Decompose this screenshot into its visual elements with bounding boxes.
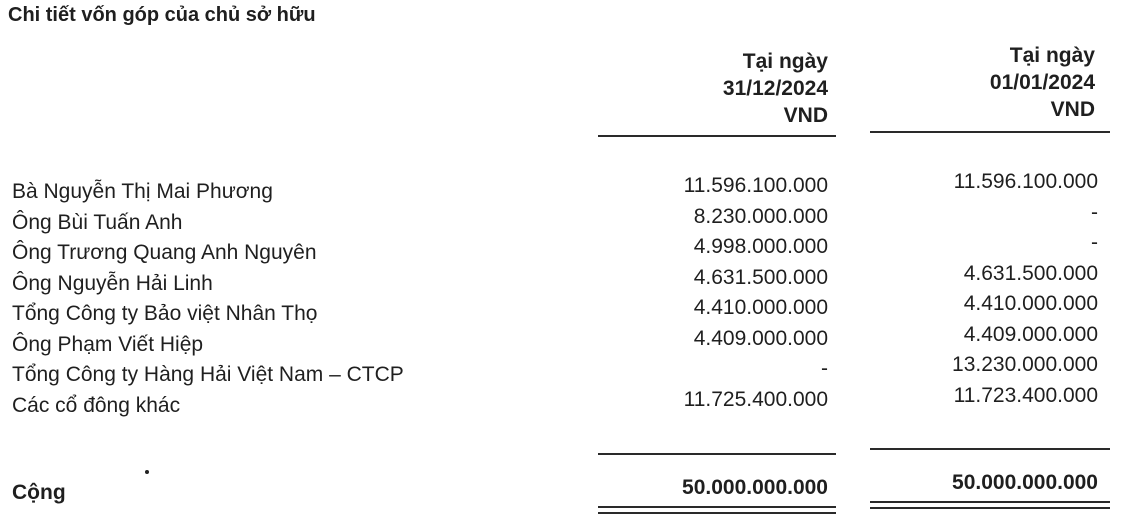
value-2024-01-01: 4.409.000.000 <box>963 322 1098 346</box>
total-double-underline <box>870 507 1110 509</box>
value-2024-12-31: 4.631.500.000 <box>693 265 828 289</box>
header-underline <box>870 131 1110 133</box>
total-double-underline <box>870 501 1110 503</box>
table-row <box>0 322 1129 356</box>
owner-name: Bà Nguyễn Thị Mai Phương <box>12 180 273 203</box>
value-2024-12-31: 11.725.400.000 <box>683 387 828 411</box>
value-2024-12-31: 4.409.000.000 <box>693 326 828 350</box>
column-header-2024-12-31 <box>590 48 828 129</box>
value-2024-12-31: 8.230.000.000 <box>693 204 828 228</box>
total-double-underline <box>598 506 836 508</box>
value-2024-01-01: 11.723.400.000 <box>953 383 1098 407</box>
table-row <box>0 294 1129 325</box>
total-2024-01-01: 50.000.000.000 <box>952 471 1098 494</box>
scan-speck <box>145 470 149 474</box>
column-header-unit: VND <box>783 104 828 127</box>
value-2024-12-31: - <box>821 357 828 380</box>
owner-name: Các cổ đông khác <box>12 393 181 417</box>
owner-name: Tổng Công ty Bảo việt Nhân Thọ <box>12 302 318 325</box>
value-2024-12-31: 4.410.000.000 <box>693 296 828 319</box>
total-label: Cộng <box>12 481 66 504</box>
owner-name: Ông Nguyễn Hải Linh <box>12 271 213 295</box>
value-2024-12-31: 4.998.000.000 <box>693 235 828 258</box>
owner-name: Ông Bùi Tuấn Anh <box>12 210 183 234</box>
column-header-line1: Tại ngày <box>1009 44 1095 67</box>
value-2024-01-01: 4.410.000.000 <box>963 292 1098 315</box>
table-row <box>0 233 1129 264</box>
subtotal-rule <box>870 448 1110 450</box>
table-row <box>0 261 1129 295</box>
value-2024-01-01: 11.596.100.000 <box>953 170 1098 193</box>
value-2024-01-01: - <box>1091 200 1098 224</box>
total-2024-12-31: 50.000.000.000 <box>682 476 828 499</box>
column-header-unit: VND <box>1050 98 1095 121</box>
table-row <box>0 383 1129 417</box>
page-title: Chi tiết vốn góp của chủ sở hữu <box>8 4 316 26</box>
column-header-date: 31/12/2024 <box>722 77 828 100</box>
column-header-2024-01-01 <box>860 42 1095 123</box>
owner-name: Ông Trương Quang Anh Nguyên <box>12 241 317 264</box>
value-2024-01-01: 13.230.000.000 <box>952 353 1098 376</box>
value-2024-12-31: 11.596.100.000 <box>683 174 828 197</box>
table-row <box>0 200 1129 234</box>
table-row <box>0 172 1129 203</box>
value-2024-01-01: - <box>1091 231 1098 254</box>
column-header-date: 01/01/2024 <box>989 71 1095 94</box>
owner-name: Tổng Công ty Hàng Hải Việt Nam – CTCP <box>12 363 404 386</box>
header-underline <box>598 135 836 137</box>
table-row <box>0 355 1129 386</box>
subtotal-rule <box>598 453 836 455</box>
owner-contribution-table <box>0 172 1129 416</box>
column-header-line1: Tại ngày <box>742 50 828 73</box>
owner-name: Ông Phạm Viết Hiệp <box>12 332 204 356</box>
value-2024-01-01: 4.631.500.000 <box>963 261 1098 285</box>
total-double-underline <box>598 512 836 514</box>
